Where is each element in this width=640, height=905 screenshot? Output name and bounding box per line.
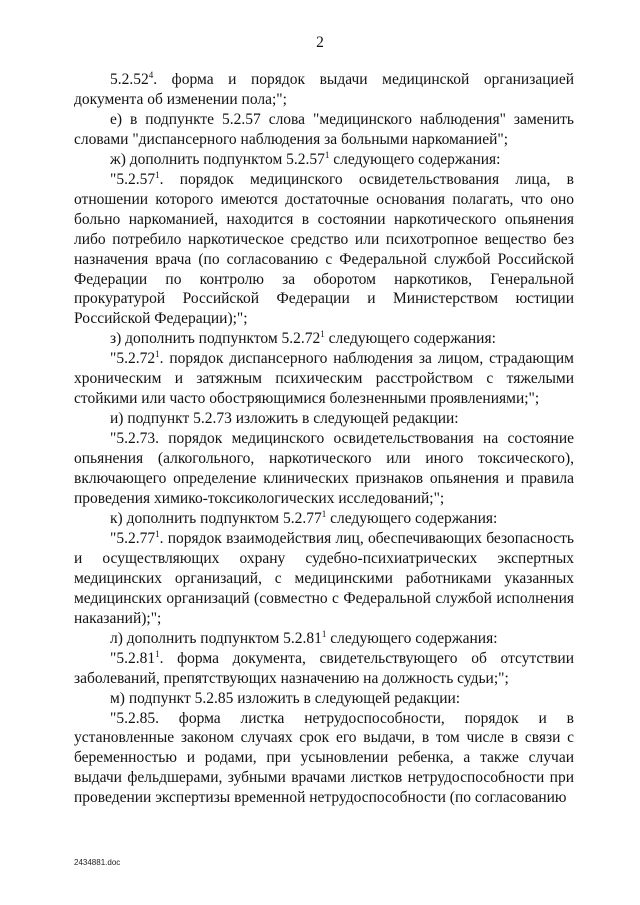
document-body: [74, 70, 574, 808]
paragraph: и) подпункт 5.2.73 изложить в следующей редакции:: [110, 410, 459, 428]
paragraph: е) в подпункте 5.2.57 слова "медицинского наблюдения" заменить словами "диспансерного наблюдения за больными наркоманией";: [74, 110, 574, 148]
paragraph: "5.2.81$^1$. форма документа, свидетельствующего об отсутствии заболеваний, препятствующих назначению на должность судьи;";: [74, 648, 574, 687]
paragraph: з) дополнить подпунктом 5.2.72$^1$ следующего содержания:: [110, 329, 496, 348]
paragraph: "5.2.85. форма листка нетрудоспособности, порядок и в установленные законом случаях срок его выдачи, в том числе в связи с беременностью и родами, при усыновлении ребенка, а также случаи выдачи фельдшерами, зубными врачами листков нетрудоспособности при проведении экспертизы временной нетрудоспособности (по согласованию: [74, 709, 574, 807]
paragraph: ж) дополнить подпунктом 5.2.57$^1$ следующего содержания:: [110, 149, 501, 168]
paragraph: 5.2.52$^4$. форма и порядок выдачи медицинской организацией документа об изменении пола;";: [74, 70, 574, 108]
paragraph: м) подпункт 5.2.85 изложить в следующей редакции:: [110, 689, 461, 707]
paragraph: л) дополнить подпунктом 5.2.81$^1$ следующего содержания:: [110, 628, 498, 647]
paragraph: "5.2.77$^1$. порядок взаимодействия лиц, обеспечивающих безопасность и осуществляющих охрану судебно-психиатрических экспертных медицинских организаций, с медицинскими работниками указанных медицинских организаций (совместно с Федеральной службой исполнения наказаний);";: [74, 528, 574, 627]
paragraph: "5.2.73. порядок медицинского освидетельствования на состояние опьянения (алкогольного, наркотического или иного токсического), включающего определение клинических признаков опьянения и правила проведения химико-токсикологических исследований;";: [74, 430, 574, 508]
paragraph: "5.2.57$^1$. порядок медицинского освидетельствования лица, в отношении которого имеются достаточные основания полагать, что оно больно наркоманией, находится в состоянии наркотического опьянения либо потребило наркотическое средство или психотропное вещество без назначения врача (по согласованию с Федеральной службой Российской Федерации по контролю за оборотом наркотиков, Генеральной прокуратурой Российской Федерации и Министерством юстиции Российской Федерации);";: [74, 169, 574, 328]
paragraph: "5.2.72$^1$. порядок диспансерного наблюдения за лицом, страдающим хроническим и затяжным психическим расстройством с тяжелыми стойкими или часто обостряющимися болезненными проявлениями;";: [74, 349, 574, 408]
file-reference: 2434881.doc: [74, 858, 121, 867]
page-number: 2: [316, 34, 324, 51]
paragraph: к) дополнить подпунктом 5.2.77$^1$ следующего содержания:: [110, 508, 498, 527]
